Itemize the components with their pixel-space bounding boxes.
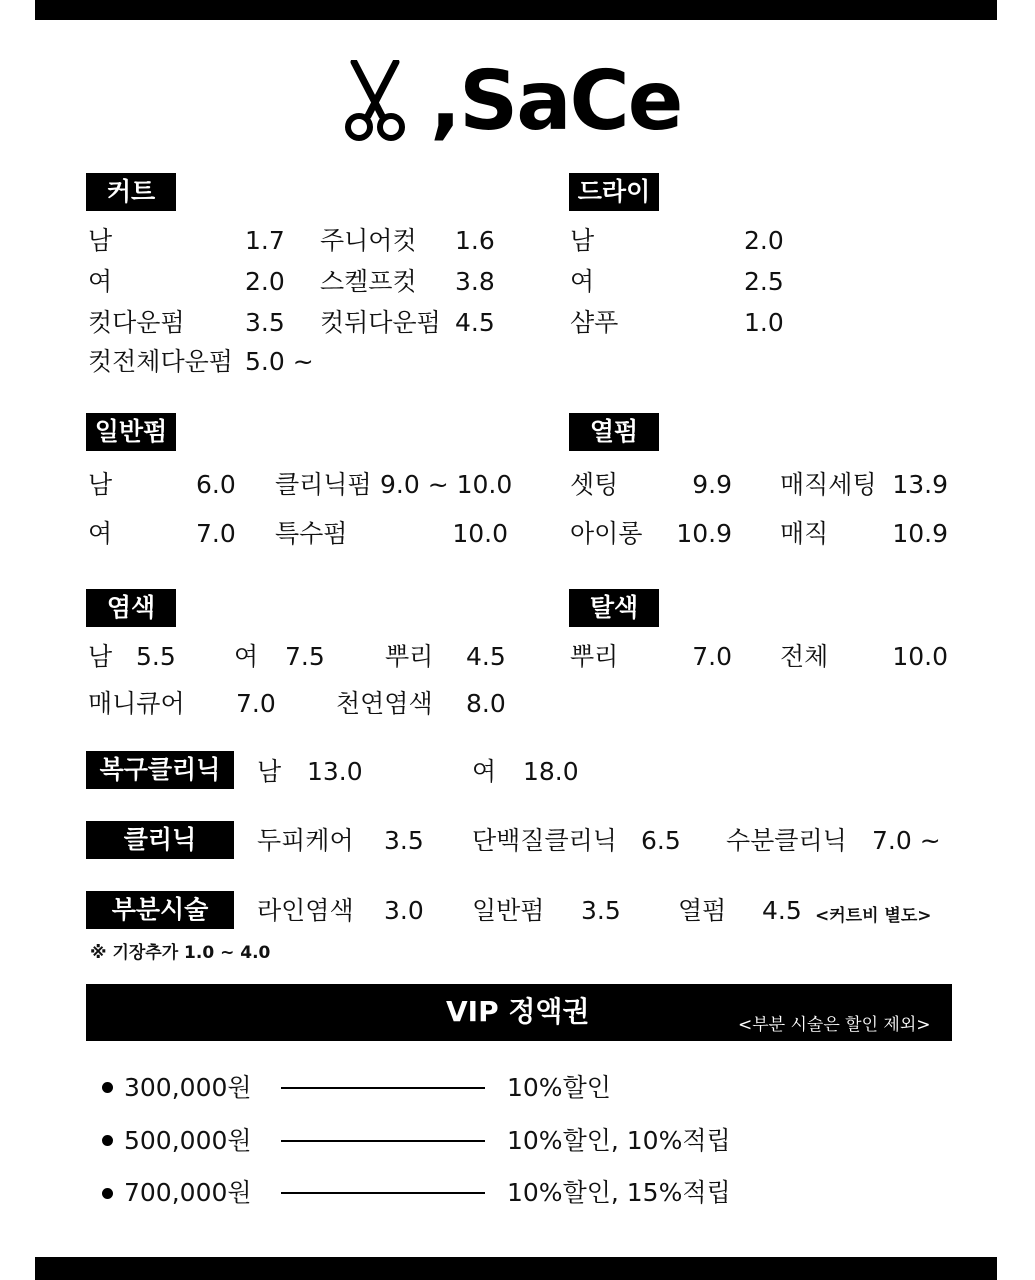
heat-perm-item-price: 9.9 [692,470,732,499]
bleach-item-price: 7.0 [692,642,732,671]
perm-item-price: 7.0 [196,519,236,548]
partial-item-price: 4.5 [762,896,802,925]
cut-item-price: 3.8 [455,267,495,296]
dye-item-name: 남 [88,642,113,671]
cut-item-price: 5.0 ~ [245,347,314,376]
dry-item-price: 2.5 [744,267,784,296]
cut-item-name: 남 [88,226,113,255]
vip-tier-amount: 300,000원 [124,1073,252,1102]
length-surcharge-note: ※ 기장추가 1.0 ~ 4.0 [90,943,271,963]
restore-item-price: 18.0 [523,757,579,786]
restore-item-price: 13.0 [307,757,363,786]
cut-item-price: 4.5 [455,308,495,337]
connector-line [281,1087,485,1089]
perm-item-price: 6.0 [196,470,236,499]
vip-subtitle: <부분 시술은 할인 제외> [738,1015,931,1035]
dye-section-label: 염색 [86,589,176,627]
restore-item-name: 여 [472,757,497,786]
dye-item-name: 천연염색 [336,689,433,718]
clinic-section-label: 클리닉 [86,821,234,859]
vip-header-bar [86,984,952,1041]
partial-item-name: 열펌 [678,896,727,925]
dye-item-price: 8.0 [466,689,506,718]
clinic-item-name: 수분클리닉 [726,826,847,855]
clinic-item-price: 7.0 ~ [872,826,941,855]
dry-item-price: 2.0 [744,226,784,255]
vip-tier-benefit: 10%할인, 15%적립 [507,1178,731,1207]
partial-item-name: 라인염색 [257,896,354,925]
cut-section-label: 커트 [86,173,176,211]
cut-item-name: 여 [88,267,113,296]
cut-item-price: 1.7 [245,226,285,255]
cut-item-name: 주니어컷 [320,226,417,255]
cut-item-name: 컷다운펌 [88,308,185,337]
bottom-border-bar [35,1257,997,1280]
clinic-item-name: 두피케어 [257,826,354,855]
top-border-bar [35,0,997,20]
perm-item-price: 10.0 [452,519,508,548]
bleach-item-name: 뿌리 [570,642,619,671]
scissors-icon [340,60,410,144]
heat-perm-item-name: 아이롱 [570,519,643,548]
perm-item-name: 남 [88,470,113,499]
dry-item-price: 1.0 [744,308,784,337]
restore-clinic-section-label: 복구클리닉 [86,751,234,789]
cut-item-price: 2.0 [245,267,285,296]
partial-service-section-label: 부분시술 [86,891,234,929]
vip-tier-benefit: 10%할인 [507,1073,611,1102]
cut-fee-separate-note: <커트비 별도> [815,906,932,926]
heat-perm-item-name: 셋팅 [570,470,619,499]
brand-name: ,SaCe [430,54,682,149]
dye-item-name: 매니큐어 [88,689,185,718]
dye-item-name: 여 [234,642,259,671]
bleach-item-name: 전체 [780,642,829,671]
perm-item-name: 특수펌 [275,519,348,548]
dry-item-name: 여 [570,267,595,296]
heat-perm-item-price: 10.9 [892,519,948,548]
heat-perm-item-name: 매직세팅 [780,470,877,499]
cut-item-price: 3.5 [245,308,285,337]
bullet-icon [102,1135,113,1146]
partial-item-price: 3.0 [384,896,424,925]
heat-perm-item-name: 매직 [780,519,829,548]
bullet-icon [102,1188,113,1199]
dye-item-name: 뿌리 [385,642,434,671]
vip-tier-amount: 500,000원 [124,1126,252,1155]
dye-item-price: 5.5 [136,642,176,671]
dry-item-name: 남 [570,226,595,255]
cut-item-price: 1.6 [455,226,495,255]
cut-item-name: 컷뒤다운펌 [320,308,441,337]
vip-tier-benefit: 10%할인, 10%적립 [507,1126,731,1155]
dye-item-price: 7.5 [285,642,325,671]
clinic-item-price: 6.5 [641,826,681,855]
dry-item-name: 샴푸 [570,308,619,337]
partial-item-price: 3.5 [581,896,621,925]
clinic-item-price: 3.5 [384,826,424,855]
logo [340,56,700,148]
bleach-item-price: 10.0 [892,642,948,671]
perm-section-label: 일반펌 [86,413,176,451]
partial-item-name: 일반펌 [472,896,545,925]
bullet-icon [102,1082,113,1093]
bleach-section-label: 탈색 [569,589,659,627]
dye-item-price: 7.0 [236,689,276,718]
restore-item-name: 남 [257,757,282,786]
perm-item-name: 클리닉펌 [275,470,372,499]
vip-tier-amount: 700,000원 [124,1178,252,1207]
clinic-item-name: 단백질클리닉 [472,826,617,855]
perm-item-name: 여 [88,519,113,548]
vip-title: VIP 정액권 [446,995,590,1028]
heat-perm-item-price: 13.9 [892,470,948,499]
connector-line [281,1192,485,1194]
cut-item-name: 컷전체다운펌 [88,347,233,376]
heat-perm-item-price: 10.9 [676,519,732,548]
cut-item-name: 스켈프컷 [320,267,417,296]
dry-section-label: 드라이 [569,173,659,211]
perm-item-price: 9.0 ~ 10.0 [380,470,513,499]
connector-line [281,1140,485,1142]
dye-item-price: 4.5 [466,642,506,671]
heat-perm-section-label: 열펌 [569,413,659,451]
